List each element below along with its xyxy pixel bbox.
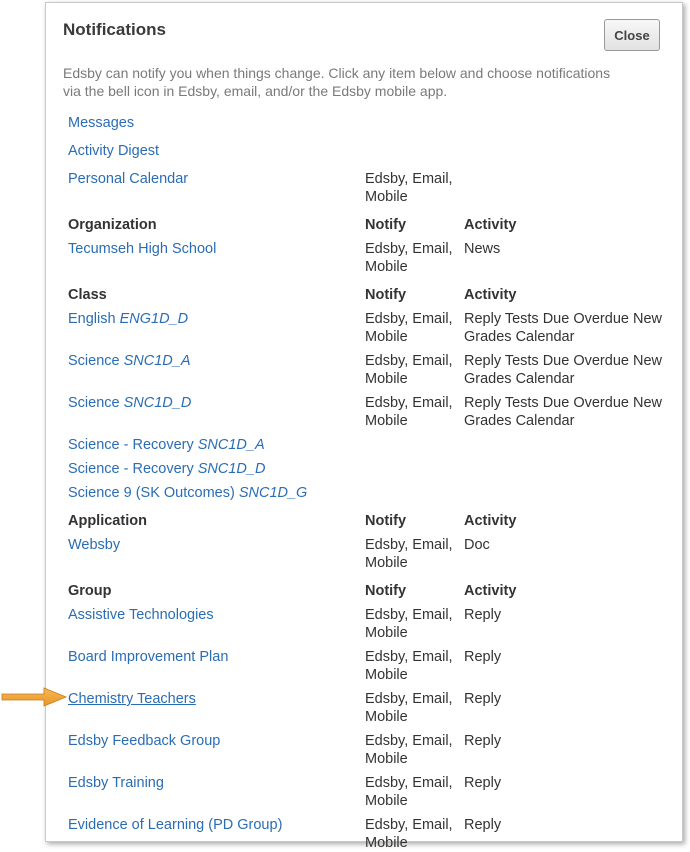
notify-value: Edsby, Email, Mobile xyxy=(365,395,453,429)
callout-arrow-icon xyxy=(0,684,68,710)
messages-link[interactable]: Messages xyxy=(68,115,135,131)
notify-value: Edsby, Email, Mobile xyxy=(365,241,453,275)
class-link[interactable]: Science - Recovery SNC1D_A xyxy=(68,437,265,453)
intro-text: Edsby can notify you when things change. Click any item below and choose notifications via the bell icon in Edsby, email, and/or the Edsby mobile app. xyxy=(63,65,611,99)
class-link[interactable]: Science - Recovery SNC1D_D xyxy=(68,461,266,477)
notify-value: Edsby, Email, Mobile xyxy=(365,537,453,571)
organization-header: Organization xyxy=(68,217,157,233)
notify-value: Edsby, Email, Mobile xyxy=(365,733,453,767)
notify-value: Edsby, Email, Mobile xyxy=(365,607,453,641)
activity-value: Reply Tests Due Overdue New Grades Calendar xyxy=(464,353,662,387)
activity-value: Reply xyxy=(464,775,502,791)
activity-header: Activity xyxy=(464,513,517,529)
class-header: Class xyxy=(68,287,107,303)
notify-value: Edsby, Email, Mobile xyxy=(365,311,453,345)
activity-digest-link[interactable]: Activity Digest xyxy=(68,143,160,159)
group-link[interactable]: Board Improvement Plan xyxy=(68,649,229,665)
group-link[interactable]: Assistive Technologies xyxy=(68,607,214,623)
activity-value: Reply Tests Due Overdue New Grades Calendar xyxy=(464,311,662,345)
notify-header: Notify xyxy=(365,217,407,233)
activity-value: Doc xyxy=(464,537,490,553)
activity-header: Activity xyxy=(464,217,517,233)
activity-value: Reply Tests Due Overdue New Grades Calendar xyxy=(464,395,662,429)
chemistry-teachers-link[interactable]: Chemistry Teachers xyxy=(68,691,196,707)
class-link[interactable]: English ENG1D_D xyxy=(68,311,189,327)
notify-value: Edsby, Email, Mobile xyxy=(365,775,453,809)
group-link[interactable]: Edsby Training xyxy=(68,775,164,791)
class-link[interactable]: Science SNC1D_A xyxy=(68,353,191,369)
activity-header: Activity xyxy=(464,287,517,303)
close-button[interactable]: Close xyxy=(604,19,660,51)
application-link[interactable]: Websby xyxy=(68,537,121,553)
activity-value: News xyxy=(464,241,501,257)
group-header: Group xyxy=(68,583,112,599)
group-link[interactable]: Edsby Feedback Group xyxy=(68,733,221,749)
activity-value: Reply xyxy=(464,649,502,665)
notify-value: Edsby, Email, Mobile xyxy=(365,817,453,851)
activity-value: Reply xyxy=(464,817,502,833)
notify-value: Edsby, Email, Mobile xyxy=(365,353,453,387)
activity-value: Reply xyxy=(464,733,502,749)
class-link[interactable]: Science 9 (SK Outcomes) SNC1D_G xyxy=(68,485,308,501)
notify-header: Notify xyxy=(365,287,407,303)
activity-value: Reply xyxy=(464,607,502,623)
application-header: Application xyxy=(68,513,147,529)
notifications-dialog xyxy=(45,2,683,851)
dialog-title: Notifications xyxy=(63,20,166,39)
group-link[interactable]: Evidence of Learning (PD Group) xyxy=(68,817,283,833)
notify-header: Notify xyxy=(365,513,407,529)
class-link[interactable]: Science SNC1D_D xyxy=(68,395,192,411)
activity-value: Reply xyxy=(464,691,502,707)
organization-link[interactable]: Tecumseh High School xyxy=(68,241,217,257)
notify-value: Edsby, Email, Mobile xyxy=(365,691,453,725)
notify-value: Edsby, Email, Mobile xyxy=(365,171,453,205)
activity-header: Activity xyxy=(464,583,517,599)
notify-value: Edsby, Email, Mobile xyxy=(365,649,453,683)
personal-calendar-link[interactable]: Personal Calendar xyxy=(68,171,189,187)
notify-header: Notify xyxy=(365,583,407,599)
